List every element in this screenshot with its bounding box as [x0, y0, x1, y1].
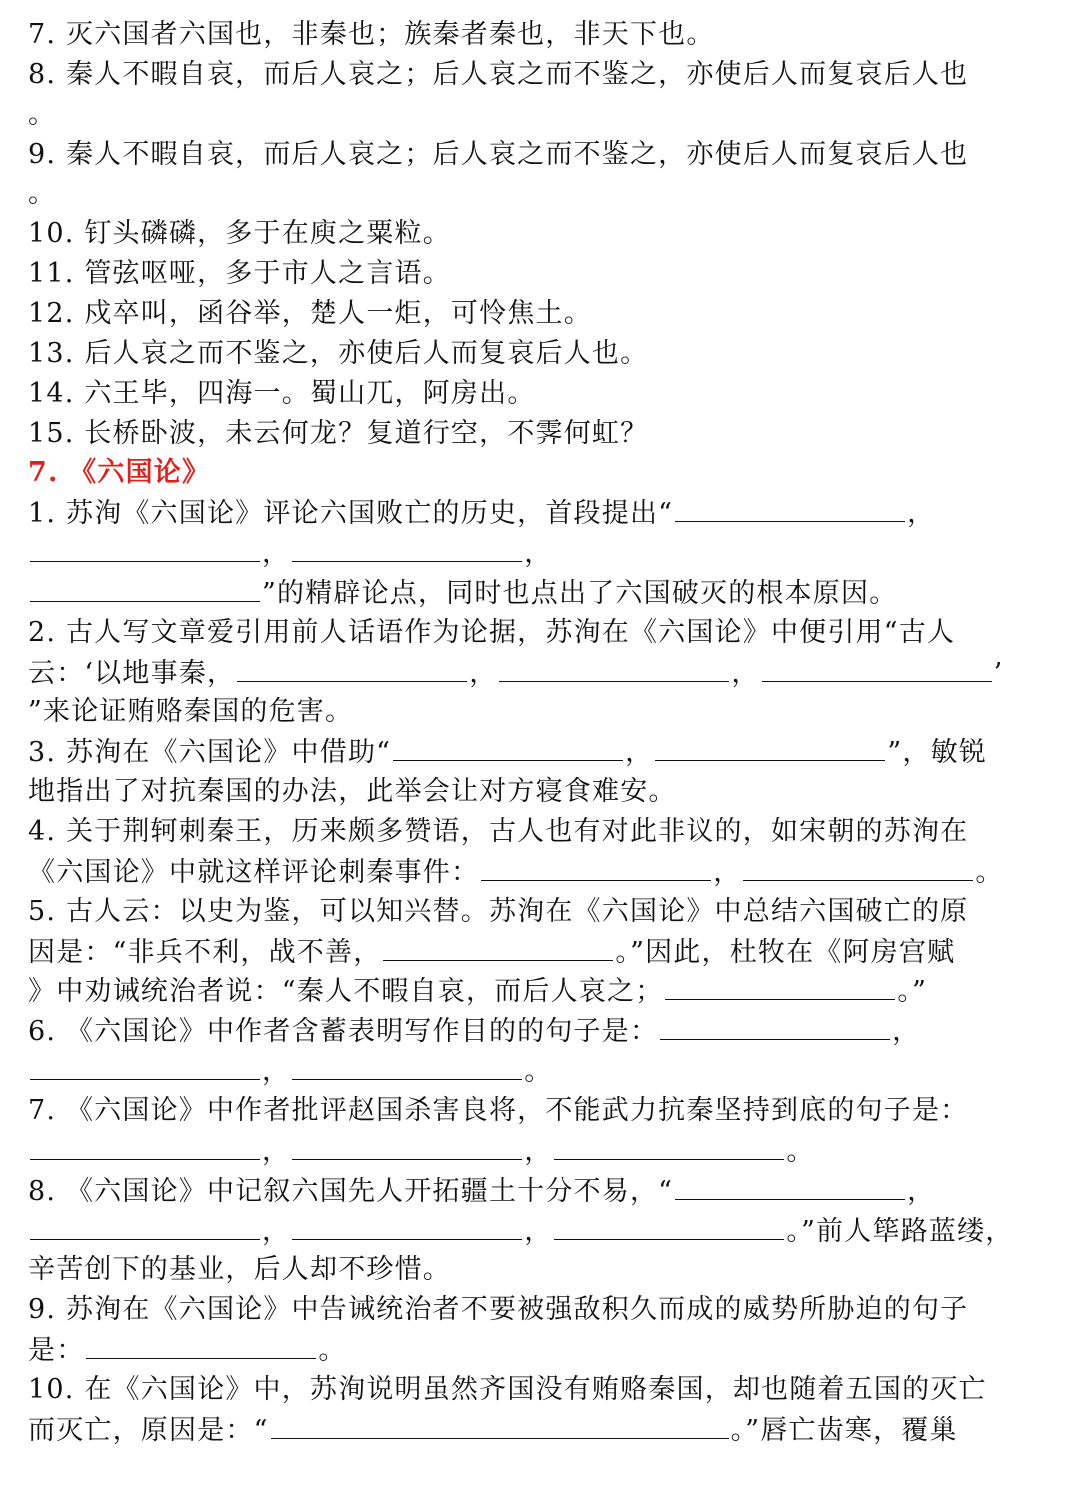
- text-line: 是： 。: [28, 1330, 1062, 1370]
- answer-blank[interactable]: [554, 1131, 784, 1160]
- text-line: 而灭亡，原因是：“ 。”唇亡齿寒，覆巢: [28, 1410, 1062, 1450]
- answer-blank[interactable]: [481, 852, 711, 881]
- text-line: 11. 管弦呕哑，多于市人之言语。: [28, 258, 451, 289]
- section-heading: 7. 《六国论》: [28, 457, 211, 488]
- text-line: 1. 苏洵《六国论》评论六国败亡的历史，首段提出“ ，: [28, 493, 1062, 533]
- text-line: 10. 在《六国论》中，苏洵说明虽然齐国没有贿赂秦国，却也随着五国的灭亡: [28, 1374, 987, 1405]
- answer-blank[interactable]: [237, 653, 467, 682]
- text-line: ”的精辟论点，同时也点出了六国破灭的根本原因。: [28, 573, 1062, 613]
- answer-blank[interactable]: [292, 1211, 522, 1240]
- text-line: 4. 关于荆轲刺秦王，历来颇多赞语，古人也有对此非议的，如宋朝的苏洵在: [28, 816, 969, 847]
- text-line: 15. 长桥卧波，未云何龙？复道行空，不霁何虹？: [28, 418, 649, 449]
- answer-blank[interactable]: [499, 653, 729, 682]
- answer-blank[interactable]: [393, 732, 623, 761]
- answer-blank[interactable]: [30, 1051, 260, 1080]
- text-line: 。: [28, 99, 57, 130]
- answer-blank[interactable]: [762, 653, 992, 682]
- text-line: 7. 《六国论》中作者批评赵国杀害良将，不能武力抗秦坚持到底的句子是：: [28, 1095, 969, 1126]
- text-line: 3. 苏洵在《六国论》中借助“ ， ”，敏锐: [28, 732, 1062, 772]
- text-line: 8. 《六国论》中记叙六国先人开拓疆土十分不易，“ ，: [28, 1171, 1062, 1211]
- answer-blank[interactable]: [660, 1011, 890, 1040]
- text-line: 《六国论》中就这样评论刺秦事件： ， 。: [28, 852, 1062, 892]
- answer-blank[interactable]: [30, 533, 260, 562]
- text-line: 9. 秦人不暇自哀，而后人哀之；后人哀之而不鉴之，亦使后人而复哀后人也: [28, 139, 969, 170]
- answer-blank[interactable]: [383, 932, 613, 961]
- answer-blank[interactable]: [675, 1171, 905, 1200]
- text-line: 9. 苏洵在《六国论》中告诫统治者不要被强敌积久而成的威势所胁迫的句子: [28, 1294, 969, 1325]
- text-line: 8. 秦人不暇自哀，而后人哀之；后人哀之而不鉴之，亦使后人而复哀后人也: [28, 59, 969, 90]
- answer-blank[interactable]: [675, 493, 905, 522]
- answer-blank[interactable]: [743, 852, 973, 881]
- text-line: 因是：“非兵不利，战不善， 。”因此，杜牧在《阿房宫赋: [28, 932, 1062, 972]
- answer-blank[interactable]: [30, 573, 260, 602]
- text-line: 10. 钉头磷磷，多于在庾之粟粒。: [28, 218, 451, 249]
- text-line: ， 。: [28, 1051, 1062, 1091]
- text-line: ”来论证贿赂秦国的危害。: [28, 696, 354, 727]
- text-line: 5. 古人云：以史为鉴，可以知兴替。苏洵在《六国论》中总结六国破亡的原: [28, 896, 969, 927]
- text-line: 》中劝诫统治者说：“秦人不暇自哀，而后人哀之； 。”: [28, 971, 1062, 1011]
- answer-blank[interactable]: [665, 971, 895, 1000]
- answer-blank[interactable]: [271, 1410, 729, 1439]
- answer-blank[interactable]: [554, 1211, 784, 1240]
- answer-blank[interactable]: [30, 1211, 260, 1240]
- answer-blank[interactable]: [292, 533, 522, 562]
- text-line: 地指出了对抗秦国的办法，此举会让对方寝食难安。: [28, 776, 677, 807]
- text-line: 云：‘以地事秦， ， ， ’: [28, 653, 1062, 693]
- text-line: 14. 六王毕，四海一。蜀山兀，阿房出。: [28, 378, 536, 409]
- answer-blank[interactable]: [292, 1131, 522, 1160]
- answer-blank[interactable]: [30, 1131, 260, 1160]
- answer-blank[interactable]: [292, 1051, 522, 1080]
- text-line: ， ， 。”前人筚路蓝缕，: [28, 1211, 1062, 1251]
- text-line: 2. 古人写文章爱引用前人话语作为论据，苏洵在《六国论》中便引用“古人: [28, 617, 956, 648]
- text-line: 12. 戍卒叫，函谷举，楚人一炬，可怜焦土。: [28, 298, 592, 329]
- text-line: 6. 《六国论》中作者含蓄表明写作目的的句子是： ，: [28, 1011, 1062, 1051]
- answer-blank[interactable]: [655, 732, 885, 761]
- text-line: 。: [28, 178, 57, 209]
- text-line: 7. 灭六国者六国也，非秦也；族秦者秦也，非天下也。: [28, 19, 715, 50]
- text-line: 辛苦创下的基业，后人却不珍惜。: [28, 1254, 451, 1285]
- text-line: ， ，: [28, 533, 1062, 573]
- text-line: 13. 后人哀之而不鉴之，亦使后人而复哀后人也。: [28, 338, 649, 369]
- answer-blank[interactable]: [86, 1330, 316, 1359]
- text-line: ， ， 。: [28, 1131, 1062, 1171]
